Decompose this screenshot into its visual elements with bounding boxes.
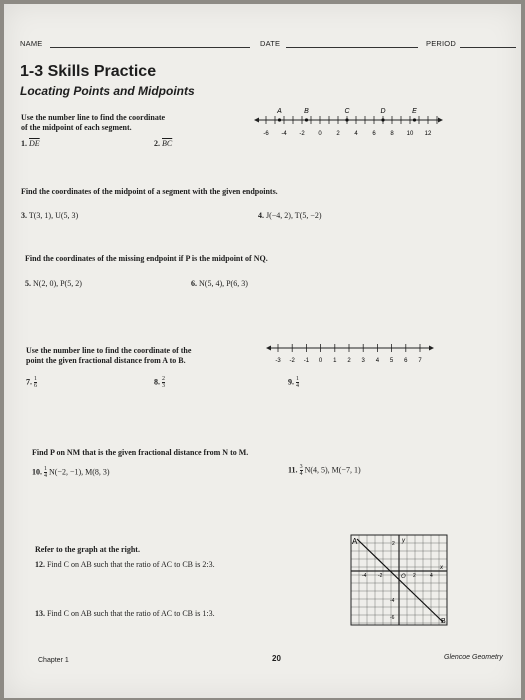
number-line-2 [266,340,436,368]
problem-1-text: $\overline{DE}$ [29,139,40,148]
problem-9-number: 9. [288,377,294,387]
section6-instruction: Refer to the graph at the right. [35,545,140,554]
section5-instruction: Find P on NM that is the given fractional distance from N to M. [32,448,249,457]
problem-10-text: N(−2, −1), M(8, 3) [49,467,110,477]
problem-1 [21,139,40,148]
section4-instruction [26,346,191,366]
number-line-2-tick-label: 1 [333,358,337,364]
number-line-1-tick-label: 0 [318,131,322,137]
problem-2-text: $\overline{BC}$ [162,139,173,148]
number-line-2-tick-label: 4 [375,358,380,364]
number-line-1-point-label-a: A [277,108,282,115]
date-label: DATE [260,39,281,48]
number-line-1-tick-label: 2 [336,131,340,137]
section3-instruction: Find the coordinates of the missing endpoint if P is the midpoint of NQ. [25,254,268,263]
section1-instruction-line2: of the midpoint of each segment. [21,123,132,132]
problem-6-number: 6. [191,279,197,288]
page-title: 1-3 Skills Practice [20,63,157,80]
problem-3-text: T(3, 1), U(5, 3) [28,211,79,220]
problem-3 [21,211,78,220]
point-a-label: A [352,537,358,546]
date-line [286,47,418,48]
problem-2-number: 2. [154,139,160,148]
number-line-1-tick-label: 10 [406,131,414,137]
x-tick-2: 2 [413,573,416,579]
y-axis-label: y [402,538,405,544]
page-subtitle: Locating Points and Midpoints [20,84,195,98]
publisher-label: Glencoe Geometry [444,654,503,661]
number-line-1-tick-label: 4 [354,131,358,137]
problem-6 [191,279,248,288]
number-line-1-point-label-d: D [380,108,386,115]
problem-11-fraction-numerator: 3 [299,464,303,470]
problem-8-fraction-denominator: 3 [162,383,165,389]
problem-7 [26,376,37,389]
number-line-1-point-label-c: C [344,108,350,115]
problem-10-number: 10. [32,467,42,477]
coordinate-graph [350,534,450,628]
problem-5 [25,279,82,288]
number-line-2-tick-label: 0 [318,358,323,364]
page-number: 20 [272,654,281,663]
number-line-1-point-d [381,118,384,121]
problem-3-number: 3. [21,211,27,220]
number-line-1-point-c [345,118,348,121]
number-line-1 [254,104,444,144]
origin-label: O [401,574,406,580]
problem-11-fraction-denominator: 4 [299,471,303,477]
problem-8-fraction-numerator: 2 [162,376,165,382]
number-line-2-tick-label: 7 [418,358,422,364]
problem-13 [35,609,215,618]
problem-10-fraction-denominator: 4 [44,473,47,479]
period-label: PERIOD [426,39,456,48]
name-line [50,47,250,48]
problem-1-number: 1. [21,139,27,148]
problem-7-number: 7. [26,377,32,387]
name-label: NAME [20,39,43,48]
problem-5-text: N(2, 0), P(5, 2) [33,279,82,288]
problem-12-number: 12. [35,560,45,569]
number-line-2-tick-label: 3 [361,358,365,364]
number-line-1-tick-label: 8 [390,131,394,137]
number-line-2-tick-label: 6 [404,358,408,364]
problem-4-number: 4. [258,211,264,220]
problem-12 [35,560,215,569]
number-line-1-point-label-e: E [412,108,417,115]
number-line-1-tick-label: -4 [281,131,287,137]
problem-11 [288,464,361,477]
x-tick-neg2: -2 [378,573,383,579]
number-line-2-tick-label: -3 [275,358,281,364]
point-b-label: B [441,618,446,625]
problem-7-fraction-denominator: 6 [34,383,37,389]
problem-9-fraction-numerator: 1 [296,376,299,382]
problem-5-number: 5. [25,279,31,288]
problem-12-text: Find C on AB such that the ratio of AC to CB is 2:3. [47,560,215,569]
period-line [460,47,516,48]
problem-9 [288,376,299,389]
number-line-2-tick-label: -2 [289,358,295,364]
number-line-2-tick-label: 2 [347,358,351,364]
problem-2 [154,139,172,148]
problem-13-text: Find C on AB such that the ratio of AC to CB is 1:3. [47,609,215,618]
x-axis-label: x [440,565,443,571]
y-tick-neg4: -4 [390,598,395,604]
number-line-1-point-e [413,118,416,121]
problem-6-text: N(5, 4), P(6, 3) [199,279,248,288]
y-tick-2: 2 [392,541,395,547]
x-tick-neg4: -4 [362,573,367,579]
problem-13-number: 13. [35,609,45,618]
section1-instruction [21,113,165,133]
number-line-1-point-label-b: B [304,108,309,115]
problem-10 [32,466,110,479]
section2-instruction: Find the coordinates of the midpoint of a segment with the given endpoints. [21,187,278,196]
number-line-1-point-a [278,118,281,121]
problem-7-fraction-numerator: 1 [34,376,37,382]
number-line-1-tick-label: 6 [372,131,376,137]
x-tick-4: 4 [430,573,433,579]
problem-4-text: J(−4, 2), T(5, −2) [266,211,322,220]
problem-11-number: 11. [288,465,298,475]
section1-instruction-line1: Use the number line to find the coordinate [21,113,166,122]
problem-8 [154,376,165,389]
number-line-1-tick-label: -6 [263,131,269,137]
problem-8-number: 8. [154,377,160,387]
number-line-1-tick-label: 12 [424,131,432,137]
problem-9-fraction-denominator: 4 [296,383,299,389]
number-line-1-point-b [305,118,308,121]
problem-11-text: N(4, 5), M(−7, 1) [304,465,361,475]
problem-4 [258,211,322,220]
worksheet-page [4,4,521,698]
number-line-1-tick-label: -2 [299,131,305,137]
problem-10-fraction-numerator: 1 [44,466,47,472]
section4-instruction-line1: Use the number line to find the coordinate of the [26,346,192,355]
chapter-label: Chapter 1 [38,657,69,664]
segment-ab [357,539,443,622]
number-line-2-tick-label: -1 [303,358,310,364]
y-tick-neg6: -6 [390,615,395,621]
number-line-2-tick-label: 5 [389,358,394,364]
section4-instruction-line2: point the given fractional distance from A to B. [26,356,186,365]
